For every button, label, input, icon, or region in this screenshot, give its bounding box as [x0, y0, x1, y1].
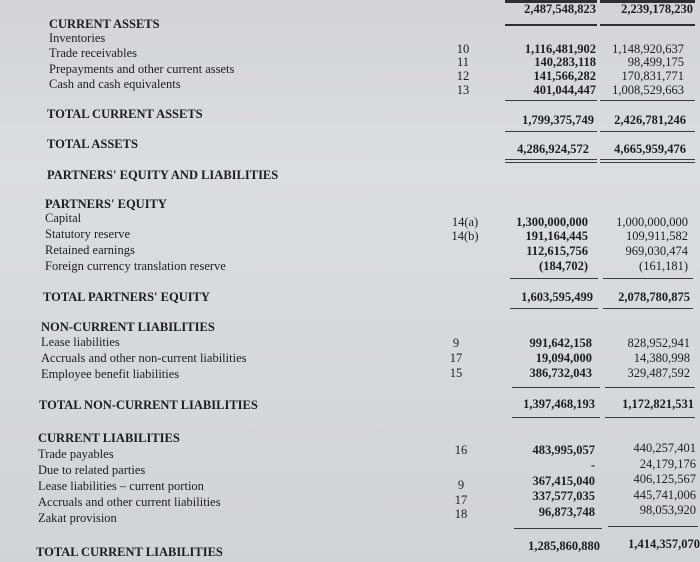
value-col1: 483,995,057	[532, 443, 595, 457]
partners-equity-heading: PARTNERS' EQUITY	[45, 197, 167, 211]
value-col1: 19,094,000	[535, 351, 592, 365]
line-item-label: Foreign currency translation reserve	[45, 259, 226, 273]
rule	[512, 387, 600, 388]
total-assets-col2: 4,665,959,476	[614, 142, 686, 156]
rule	[505, 100, 597, 101]
note-ref: 9	[457, 478, 465, 492]
value-col1: -	[590, 458, 595, 472]
note-ref: 11	[456, 55, 470, 69]
value-col1: 401,044,447	[533, 83, 596, 97]
value-col1: 140,283,118	[534, 55, 596, 69]
value-col2: 1,148,920,637	[612, 42, 684, 56]
total-assets-col1: 4,286,924,572	[517, 142, 589, 156]
total-current-liabilities-col1: 1,285,860,880	[528, 539, 600, 553]
value-col2: 109,911,582	[625, 229, 688, 243]
value-col2: 14,380,998	[633, 351, 690, 365]
total-assets-label: TOTAL ASSETS	[47, 137, 138, 151]
note-ref: 10	[456, 42, 470, 56]
note-ref: 18	[454, 507, 468, 521]
total-non-current-liabilities-col1: 1,397,468,193	[523, 397, 595, 411]
line-item-label: Accruals and other current liabilities	[38, 495, 221, 509]
rule	[505, 159, 597, 160]
value-col1: 337,577,035	[532, 489, 595, 503]
note-ref: 9	[452, 336, 460, 350]
rule	[600, 159, 695, 160]
value-col2: (161,181)	[639, 259, 688, 273]
total-current-assets-col1: 1,799,375,749	[522, 113, 594, 127]
line-item-label: Employee benefit liabilities	[41, 367, 180, 381]
value-col2: 98,053,920	[639, 503, 696, 517]
total-partners-equity-col1: 1,603,595,499	[521, 290, 593, 304]
value-col1: 367,415,040	[532, 474, 595, 488]
rule	[505, 24, 597, 26]
line-item-label: Lease liabilities	[41, 335, 120, 349]
line-item-label: Prepayments and other current assets	[49, 62, 235, 76]
rule	[600, 131, 695, 132]
line-item-label: Lease liabilities – current portion	[38, 479, 204, 493]
line-item-label: Cash and cash equivalents	[49, 77, 181, 91]
line-item-label: Accruals and other non-current liabilities	[41, 351, 247, 365]
value-col2: 440,257,401	[633, 441, 696, 455]
rule	[605, 417, 695, 418]
line-item-label: Trade payables	[38, 447, 114, 461]
value-col1: 1,300,000,000	[516, 215, 588, 229]
current-assets-heading: CURRENT ASSETS	[49, 17, 160, 31]
equity-liabilities-heading: PARTNERS' EQUITY AND LIABILITIES	[47, 168, 279, 182]
current-liabilities-heading: CURRENT LIABILITIES	[38, 431, 180, 445]
total-partners-equity-col2: 2,078,780,875	[618, 290, 690, 304]
note-ref: 13	[456, 83, 470, 97]
value-col2: 828,952,941	[627, 336, 690, 350]
total-partners-equity-label: TOTAL PARTNERS' EQUITY	[43, 290, 210, 304]
value-col2: 445,741,006	[633, 488, 696, 502]
line-item-label: Zakat provision	[38, 511, 117, 525]
rule	[600, 162, 695, 163]
value-col1: 191,164,445	[525, 229, 588, 243]
note-ref: 14(b)	[451, 229, 479, 243]
note-ref: 15	[449, 366, 463, 380]
rule	[603, 308, 693, 309]
rule	[505, 162, 597, 163]
note-ref: 17	[454, 493, 468, 507]
value-col1: (184,702)	[539, 259, 588, 273]
total-current-assets-col2: 2,426,781,246	[614, 113, 686, 127]
total-current-liabilities-col2: 1,414,357,070	[628, 537, 700, 551]
value-col1: 1,116,481,902	[524, 42, 596, 56]
rule	[605, 387, 695, 388]
non-current-liabilities-heading: NON-CURRENT LIABILITIES	[41, 320, 215, 334]
line-item-label: Due to related parties	[38, 463, 146, 477]
total-current-liabilities-label: TOTAL CURRENT LIABILITIES	[36, 545, 223, 559]
line-item-label: Retained earnings	[45, 243, 135, 257]
rule	[608, 526, 698, 527]
value-col2: 1,008,529,663	[612, 83, 684, 97]
value-col2: 329,487,592	[627, 366, 690, 380]
value-col2: 170,831,771	[621, 69, 684, 83]
top-total-col2: 2,239,178,230	[621, 2, 693, 16]
value-col2: 969,030,474	[625, 244, 688, 258]
value-col1: 141,566,282	[533, 69, 596, 83]
value-col1: 991,642,158	[529, 336, 592, 350]
rule	[512, 417, 600, 418]
line-item-label: Trade receivables	[49, 46, 138, 60]
top-total-col1: 2,487,548,823	[524, 2, 596, 16]
value-col2: 24,179,176	[639, 457, 696, 471]
rule	[514, 528, 602, 529]
rule	[600, 24, 695, 26]
total-non-current-liabilities-col2: 1,172,821,531	[622, 397, 694, 411]
rule	[510, 308, 598, 309]
note-ref: 17	[449, 351, 463, 365]
rule	[510, 278, 598, 279]
value-col2: 1,000,000,000	[616, 215, 688, 229]
line-item-label: Inventories	[49, 31, 106, 45]
total-current-assets-label: TOTAL CURRENT ASSETS	[47, 107, 203, 121]
line-item-label: Statutory reserve	[45, 227, 131, 241]
value-col1: 96,873,748	[538, 505, 595, 519]
total-non-current-liabilities-label: TOTAL NON-CURRENT LIABILITIES	[39, 398, 258, 412]
rule	[600, 100, 695, 101]
rule	[603, 278, 693, 279]
note-ref: 16	[454, 443, 468, 457]
line-item-label: Capital	[45, 211, 82, 225]
value-col1: 112,615,756	[526, 244, 588, 258]
note-ref: 12	[456, 69, 470, 83]
value-col1: 386,732,043	[529, 366, 592, 380]
value-col2: 98,499,175	[627, 55, 684, 69]
note-ref: 14(a)	[451, 215, 479, 229]
value-col2: 406,125,567	[633, 472, 696, 486]
rule	[505, 131, 597, 132]
